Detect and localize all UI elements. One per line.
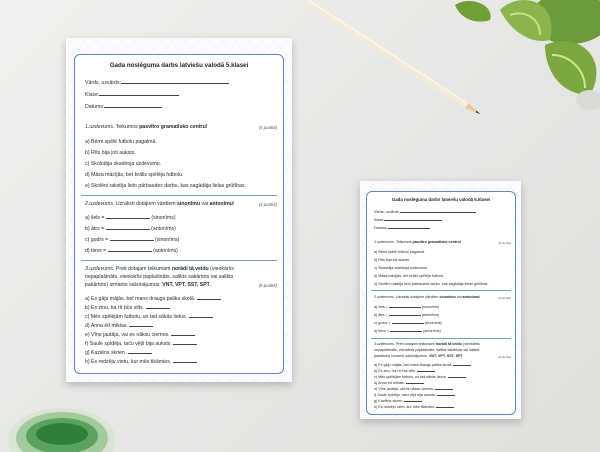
task3-sentence: c) Mēs spēlējām futbolu, un tad sākās lietus. <box>85 314 213 320</box>
task2-item: b) ātrs = (antonīms) <box>85 226 176 232</box>
worksheet-title: Gada noslēguma darbs latviešu valodā 5.klasei <box>109 62 249 69</box>
field-date: Datums: <box>85 104 162 110</box>
task3-points: (8 punkti) <box>258 283 277 288</box>
field-date: Datums: <box>374 226 430 230</box>
task1-points: (5 punkti) <box>258 125 277 130</box>
task1-sentence: c) Skolotāja skaidroja uzdevumu. <box>85 161 162 167</box>
task1-sentence: b) Rīts bija ļoti auksts. <box>374 258 411 262</box>
glass-of-water <box>0 392 140 452</box>
task3-sentence: h) Es redzēju vietu, kur mēs tikāmies. <box>85 359 197 365</box>
task3-sentence: d) Anna ēd mīklas. <box>85 323 153 329</box>
task1-heading: 1.uzdevums. Teikumos pasvītro gramatisko centru! <box>374 240 462 244</box>
worksheet-title: Gada noslēguma darbs latviešu valodā 5.klasei <box>391 197 491 202</box>
task2-heading: 2.uzdevums. Uzraksti dotajiem vārdiem sinonīmu vai antonīmu! <box>374 295 481 299</box>
worksheet-frame <box>74 54 284 374</box>
field-name: Vārds, uzvārds: <box>374 210 476 214</box>
task1-sentence: e) Skolēni rakstīja lielo pārbaudes darbu, kas sagādāja lielas grūtības. <box>85 183 246 189</box>
task2-item: d) tievs = (antonīms) <box>374 329 441 333</box>
task1-sentence: b) Rīts bija ļoti auksts. <box>85 150 136 156</box>
task3-sentence: e) Vīne jautāja, vai es nāksu ciemos. <box>374 387 453 391</box>
task3-sentence: c) Mēs spēlējām futbolu, un tad sākās lietus. <box>374 375 466 379</box>
task3-sentence: a) Es gāju mājās, bet mans draugs palika skolā. <box>374 363 471 367</box>
section-divider <box>371 338 511 339</box>
task2-points: (4 punkti) <box>258 202 277 207</box>
task3-sentence: b) Es zinu, ka rīt būs silts. <box>374 369 435 373</box>
task3-instruction: nepaplašināts, vienkāršs paplašināts, salikts sakārtots vai salikts <box>374 348 480 352</box>
task1-heading: 1.uzdevums. Teikumos pasvītro gramatisko centru! <box>85 124 208 130</box>
task3-sentence: e) Vīne jautāja, vai es nāksu ciemos. <box>85 332 195 338</box>
task1-sentence: a) Bērni spēlē futbolu pagalmā. <box>374 250 426 254</box>
field-class: Klase: <box>85 92 179 98</box>
task3-points: (8 punkti) <box>498 355 511 359</box>
task2-item: d) tievs = (antonīms) <box>85 248 178 254</box>
section-divider <box>81 260 277 261</box>
task2-item: a) liels = (sinonīms) <box>374 305 440 309</box>
worksheet-small <box>360 181 521 419</box>
task3-instruction: pakārtots) izmanto saīsinājumus: VNT, VPT, SST, SPT. <box>374 354 464 358</box>
task2-item: a) liels = (sinonīms) <box>85 215 176 221</box>
worksheet-frame <box>366 191 516 415</box>
task2-item: b) ātrs = (antonīms) <box>374 313 440 317</box>
task1-sentence: d) Māsa mācījās, bet brālis spēlēja futbolu. <box>85 172 184 178</box>
task3-sentence: b) Es zinu, ka rīt būs silts. <box>85 305 170 311</box>
task3-heading: 3.uzdevums. Preti dotajam teikumam norādi tā veidu (vienkāršs <box>85 266 234 272</box>
section-divider <box>371 290 511 291</box>
field-class: Klase: <box>374 218 442 222</box>
plant <box>440 0 600 120</box>
task3-sentence: h) Es redzēju vietu, kur mēs tikāmies. <box>374 405 454 409</box>
section-divider <box>81 195 277 196</box>
task1-sentence: a) Bērni spēlē futbolu pagalmā. <box>85 139 157 145</box>
task3-heading: 3.uzdevums. Preti dotajam teikumam norādi tā veidu (vienkāršs <box>374 342 480 346</box>
task2-item: c) gudrs = (sinonīms) <box>85 237 180 243</box>
task2-heading: 2.uzdevums. Uzraksti dotajiem vārdiem sinonīmu vai antonīmu! <box>85 201 235 207</box>
task3-sentence: g) Kaziēns skrien. <box>374 399 422 403</box>
task1-sentence: e) Skolēni rakstīja lielo pārbaudes darbu, kas sagādāja lielas grūtības. <box>374 282 489 286</box>
task1-points: (5 punkti) <box>498 241 511 245</box>
task1-sentence: d) Māsa mācījās, bet brālis spēlēja futbolu. <box>374 274 444 278</box>
worksheet-large <box>66 38 292 382</box>
task3-sentence: d) Anna ēd mīklas. <box>374 381 424 385</box>
field-name: Vārds, uzvārds: <box>85 80 229 86</box>
task3-sentence: f) Saule spīdēja, taču vējš bija auksts. <box>374 393 455 397</box>
task3-sentence: f) Saule spīdēja, taču vējš bija auksts. <box>85 341 197 347</box>
task2-item: c) gudrs = (sinonīms) <box>374 321 442 325</box>
task2-points: (4 punkti) <box>498 296 511 300</box>
task3-instruction: nepaplašināts, vienkāršs paplašināts, salikts sakārtots vai salikts <box>85 274 234 280</box>
task3-sentence: a) Es gāju mājās, bet mans draugs palika skolā. <box>85 296 221 302</box>
task3-instruction: pakārtots) izmanto saīsinājumus: VNT, VPT, SST, SPT. <box>85 282 212 288</box>
task1-sentence: c) Skolotāja skaidroja uzdevumu. <box>374 266 429 270</box>
task3-sentence: g) Kaziēns skrien. <box>85 350 152 356</box>
